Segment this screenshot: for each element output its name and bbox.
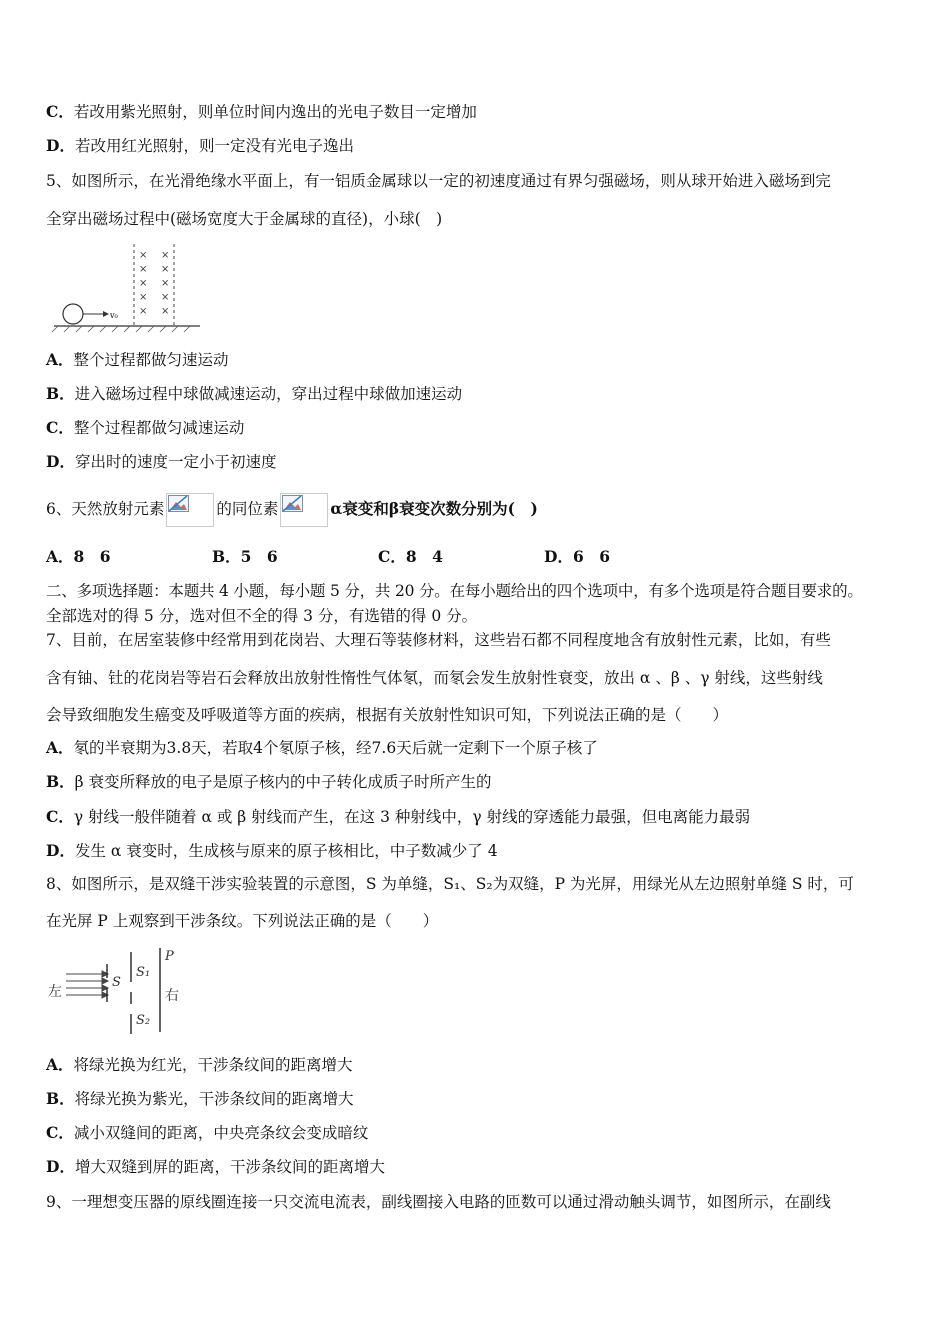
metal-ball [63, 304, 83, 324]
option-text: 若改用紫光照射，则单位时间内逸出的光电子数目一定增加 [73, 103, 477, 121]
svg-text:×: × [161, 278, 170, 289]
q7-option-b [46, 772, 492, 792]
left-label: 左 [48, 984, 62, 1000]
q6-option-d: D．6 6 [544, 547, 611, 566]
slit-s-label: S [112, 975, 121, 990]
q7-stem-line1: 7、目前，在居室装修中经常用到花岗岩、大理石等装修材料，这些岩石都不同程度地含有放射性元素，比如，有些 [46, 631, 831, 649]
svg-text:×: × [139, 292, 148, 303]
right-label: 右 [165, 988, 179, 1004]
q7-option-d [46, 841, 498, 861]
q5-option-b [46, 384, 462, 404]
broken-image-icon [166, 493, 214, 527]
q4-option-c [46, 102, 477, 122]
screen-p-label: P [165, 949, 174, 964]
q8-stem-line1: 8、如图所示，是双缝干涉实验装置的示意图，S 为单缝，S₁、S₂为双缝，P 为光屏，用绿光从左边照射单缝 S 时，可 [46, 875, 854, 893]
option-letter: B． [46, 384, 75, 403]
q6-option-a: A．8 6 [46, 547, 111, 566]
q6-stem-part1: 6、天然放射元素 [46, 500, 165, 518]
option-text: 氡的半衰期为3.8天，若取4个氡原子核，经7.6天后就一定剩下一个原子核了 [73, 739, 598, 757]
option-text: 穿出时的速度一定小于初速度 [74, 453, 277, 471]
option-text: 进入磁场过程中球做减速运动，穿出过程中球做加速运动 [74, 385, 463, 403]
q6-stem-part2: 的同位素 [216, 500, 279, 518]
option-text: 增大双缝到屏的距离，干涉条纹间的距离增大 [74, 1158, 385, 1176]
option-letter: B． [46, 1089, 75, 1108]
q5-stem-line1: 5、如图所示，在光滑绝缘水平面上，有一铝质金属球以一定的初速度通过有界匀强磁场，则从球开始进入磁场到完 [46, 172, 831, 190]
svg-text:×: × [161, 250, 170, 261]
q6-stem [46, 492, 538, 527]
section2-header-line1: 二、多项选择题：本题共 4 小题，每小题 5 分，共 20 分。在每小题给出的四个选项中，有多个选项是符合题目要求的。 [46, 582, 863, 600]
q6-option-b: B．5 6 [212, 547, 278, 566]
option-text: 将绿光换为紫光，干涉条纹间的距离增大 [74, 1090, 354, 1108]
q6-options [46, 547, 610, 567]
option-text: 整个过程都做匀减速运动 [73, 419, 245, 437]
section2-header-line2: 全部选对的得 5 分，选对但不全的得 3 分，有选错的得 0 分。 [46, 607, 478, 625]
option-letter: D． [46, 841, 75, 860]
q5-option-c [46, 418, 244, 438]
option-letter: A． [46, 350, 74, 369]
option-text: γ 射线一般伴随着 α 或 β 射线而产生，在这 3 种射线中，γ 射线的穿透能力最强，但电离能力最弱 [73, 808, 751, 826]
q5-magnetic-field-figure [48, 240, 208, 332]
option-text: β 衰变所释放的电子是原子核内的中子转化成质子时所产生的 [74, 773, 492, 791]
q7-stem-line2: 含有铀、钍的花岗岩等岩石会释放出放射性惰性气体氡，而氡会发生放射性衰变，放出 α 、β 、γ 射线，这些射线 [46, 669, 823, 687]
q7-option-a [46, 738, 598, 758]
slit-s2-label: S₂ [136, 1013, 151, 1028]
svg-text:×: × [161, 292, 170, 303]
q8-stem-line2: 在光屏 P 上观察到干涉条纹。下列说法正确的是（ ） [46, 912, 439, 930]
q8-option-b [46, 1089, 354, 1109]
slit-s1-label: S₁ [136, 965, 151, 980]
option-text: 减小双缝间的距离，中央亮条纹会变成暗纹 [73, 1124, 369, 1142]
q8-option-d [46, 1157, 385, 1177]
q8-option-a [46, 1055, 353, 1075]
q7-stem-line3: 会导致细胞发生癌变及呼吸道等方面的疾病，根据有关放射性知识可知，下列说法正确的是（ ） [46, 706, 729, 724]
svg-text:×: × [139, 306, 148, 317]
option-letter: A． [46, 1055, 74, 1074]
option-letter: B． [46, 772, 75, 791]
q5-stem-line2: 全穿出磁场过程中(磁场宽度大于金属球的直径)，小球( ) [46, 210, 443, 228]
q6-option-c: C．8 4 [378, 547, 443, 566]
option-letter: A． [46, 738, 74, 757]
q8-double-slit-figure [46, 944, 196, 1036]
q6-stem-part3: α衰变和β衰变次数分别为( ) [330, 499, 538, 518]
svg-text:×: × [139, 250, 148, 261]
option-letter: D． [46, 136, 75, 155]
velocity-label: v₀ [110, 311, 118, 320]
option-letter: C． [46, 102, 74, 121]
q4-option-d [46, 136, 354, 156]
q7-option-c [46, 807, 750, 827]
svg-text:×: × [139, 264, 148, 275]
option-letter: C． [46, 807, 74, 826]
q9-stem-line1: 9、一理想变压器的原线圈连接一只交流电流表，副线圈接入电路的匝数可以通过滑动触头调节，如图所示，在副线 [46, 1193, 831, 1211]
option-letter: D． [46, 1157, 75, 1176]
option-text: 整个过程都做匀速运动 [73, 351, 229, 369]
option-text: 将绿光换为红光，干涉条纹间的距离增大 [73, 1056, 353, 1074]
q5-option-a [46, 350, 229, 370]
broken-image-icon [280, 493, 328, 527]
svg-text:×: × [139, 278, 148, 289]
option-letter: C． [46, 1123, 74, 1142]
svg-text:×: × [161, 264, 170, 275]
svg-text:×: × [161, 306, 170, 317]
option-text: 若改用红光照射，则一定没有光电子逸出 [74, 137, 354, 155]
option-letter: D． [46, 452, 75, 471]
q5-option-d [46, 452, 276, 472]
option-letter: C． [46, 418, 74, 437]
q8-option-c [46, 1123, 368, 1143]
option-text: 发生 α 衰变时，生成核与原来的原子核相比，中子数减少了 4 [74, 842, 498, 860]
